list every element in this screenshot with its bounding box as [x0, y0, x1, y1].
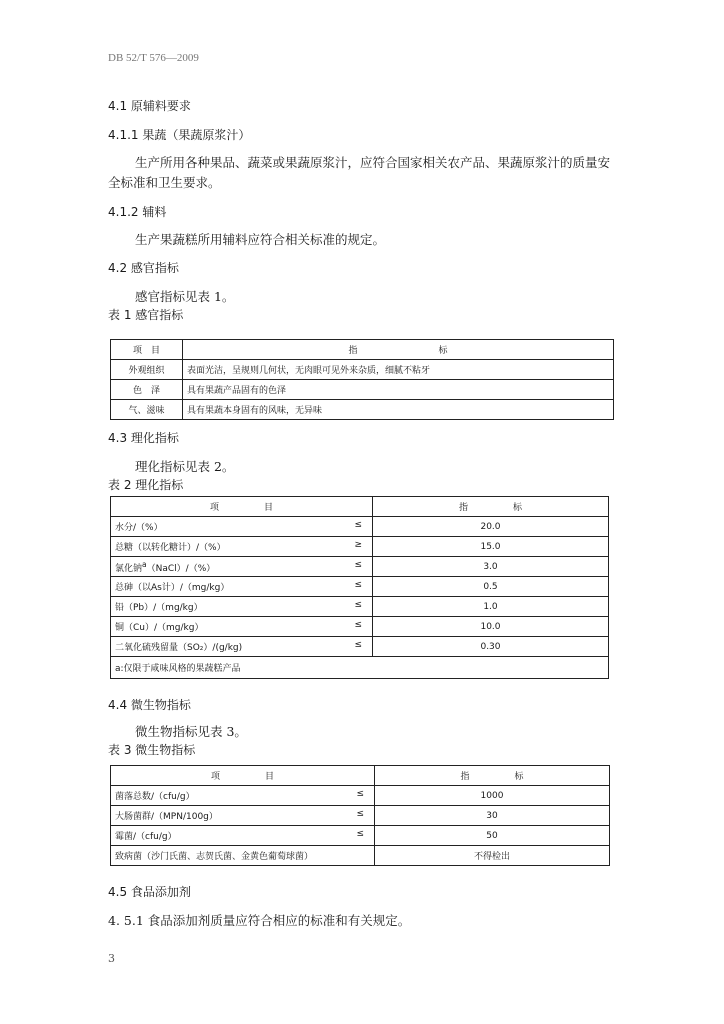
table-header-cell: 指 标 [183, 340, 614, 360]
comparison-symbol: ≤ [354, 580, 362, 590]
table-header-cell: 指 标 [375, 766, 610, 786]
item-label: 总糖（以转化糖计）/（%） [115, 543, 226, 553]
comparison-symbol: ≤ [356, 809, 364, 819]
paragraph-4-2: 感官指标见表 1。 [135, 289, 235, 304]
table-cell-item: 气、滋味 [111, 400, 183, 420]
section-heading-4-1: 4.1 原辅料要求 [108, 99, 191, 113]
table-header-row [111, 340, 614, 360]
paragraph-4-4: 微生物指标见表 3。 [135, 724, 247, 739]
table-cell-value: 3.0 [373, 557, 609, 577]
item-label: 铜（Cu）/（mg/kg） [115, 623, 204, 633]
table-cell-item [111, 577, 373, 597]
table-cell-item [111, 786, 375, 806]
table-header-cell: 项 目 [111, 766, 375, 786]
table-row [111, 577, 609, 597]
table-cell-item: 色 泽 [111, 380, 183, 400]
item-label: 霉菌/（cfu/g） [115, 832, 177, 842]
paragraph-4-1-2: 生产果蔬糕所用辅料应符合相关标准的规定。 [135, 232, 386, 247]
table2-caption: 表 2 理化指标 [108, 478, 184, 492]
table-cell-item [111, 846, 375, 866]
item-label: 水分/（%） [115, 523, 163, 533]
item-label: 菌落总数/（cfu/g） [115, 792, 195, 802]
table-cell-item [111, 517, 373, 537]
table-cell-item [111, 557, 373, 577]
table3-caption: 表 3 微生物指标 [108, 743, 196, 757]
table-cell-value: 50 [375, 826, 610, 846]
section-heading-4-1-2: 4.1.2 辅料 [108, 205, 167, 219]
table-row [111, 557, 609, 577]
table-note-row [111, 657, 609, 679]
table-row [111, 400, 614, 420]
table-cell-item [111, 826, 375, 846]
table-cell-item [111, 617, 373, 637]
comparison-symbol: ≤ [354, 620, 362, 630]
page-number: 3 [108, 952, 115, 965]
table-cell-spec: 表面光洁，呈规则几何状，无肉眼可见外来杂质，细腻不粘牙 [183, 360, 614, 380]
table-row [111, 597, 609, 617]
item-label: 氯化钠 [115, 563, 143, 574]
table-cell-spec: 具有果蔬本身固有的风味，无异味 [183, 400, 614, 420]
table-footnote: a:仅限于咸味风格的果蔬糕产品 [111, 657, 609, 679]
item-label: 铅（Pb）/（mg/kg） [115, 603, 203, 613]
item-label-rest: （NaCl）/（%） [146, 563, 216, 574]
table-cell-item: 外观组织 [111, 360, 183, 380]
table1-caption: 表 1 感官指标 [108, 308, 184, 322]
section-heading-4-1-1: 4.1.1 果蔬（果蔬原浆汁） [108, 128, 251, 142]
table-cell-item [111, 637, 373, 657]
comparison-symbol: ≤ [354, 640, 362, 650]
section-heading-4-4: 4.4 微生物指标 [108, 698, 191, 712]
paragraph-4-5-1: 4. 5.1 食品添加剂质量应符合相应的标准和有关规定。 [108, 913, 411, 928]
table-header-row [111, 766, 610, 786]
table-cell-value: 30 [375, 806, 610, 826]
microbial-table [110, 765, 610, 866]
table-header-row [111, 497, 609, 517]
table-row [111, 380, 614, 400]
table-header-cell: 指 标 [373, 497, 609, 517]
table-cell-spec: 具有果蔬产品固有的色泽 [183, 380, 614, 400]
table-cell-item [111, 806, 375, 826]
table-cell-value: 1.0 [373, 597, 609, 617]
section-heading-4-5: 4.5 食品添加剂 [108, 885, 191, 899]
item-label: 大肠菌群/（MPN/100g） [115, 812, 218, 822]
table-row [111, 786, 610, 806]
table-cell-value: 20.0 [373, 517, 609, 537]
table-cell-value: 0.5 [373, 577, 609, 597]
table-cell-item [111, 597, 373, 617]
table-row [111, 826, 610, 846]
item-label: 二氧化硫残留量（SO₂）/(g/kg) [115, 643, 243, 653]
item-label: 总砷（以As计）/（mg/kg） [115, 583, 230, 593]
table-row [111, 537, 609, 557]
sensory-table [110, 339, 614, 420]
document-header: DB 52/T 576—2009 [108, 52, 199, 64]
table-row [111, 637, 609, 657]
comparison-symbol: ≤ [356, 789, 364, 799]
table-row [111, 846, 610, 866]
item-label: 致病菌（沙门氏菌、志贺氏菌、金黄色葡萄球菌） [115, 852, 314, 862]
section-heading-4-3: 4.3 理化指标 [108, 431, 179, 445]
table-row [111, 517, 609, 537]
table-row [111, 617, 609, 637]
table-row [111, 360, 614, 380]
comparison-symbol: ≤ [354, 600, 362, 610]
table-cell-value: 1000 [375, 786, 610, 806]
table-row [111, 806, 610, 826]
table-header-cell: 项 目 [111, 340, 183, 360]
paragraph-4-1-1-line2: 全标准和卫生要求。 [108, 175, 221, 190]
paragraph-4-3: 理化指标见表 2。 [135, 459, 235, 474]
section-heading-4-2: 4.2 感官指标 [108, 261, 179, 275]
comparison-symbol: ≤ [356, 829, 364, 839]
table-cell-item [111, 537, 373, 557]
table-cell-value: 不得检出 [375, 846, 610, 866]
footnote-marker: a [142, 559, 147, 569]
comparison-symbol: ≤ [354, 559, 362, 570]
paragraph-4-1-1-line1: 生产所用各种果品、蔬菜或果蔬原浆汁，应符合国家相关农产品、果蔬原浆汁的质量安 [135, 155, 611, 170]
comparison-symbol: ≥ [354, 540, 362, 550]
table-cell-value: 0.30 [373, 637, 609, 657]
physicochemical-table [110, 496, 609, 679]
table-cell-value: 10.0 [373, 617, 609, 637]
table-header-cell: 项 目 [111, 497, 373, 517]
table-cell-value: 15.0 [373, 537, 609, 557]
comparison-symbol: ≤ [354, 520, 362, 530]
